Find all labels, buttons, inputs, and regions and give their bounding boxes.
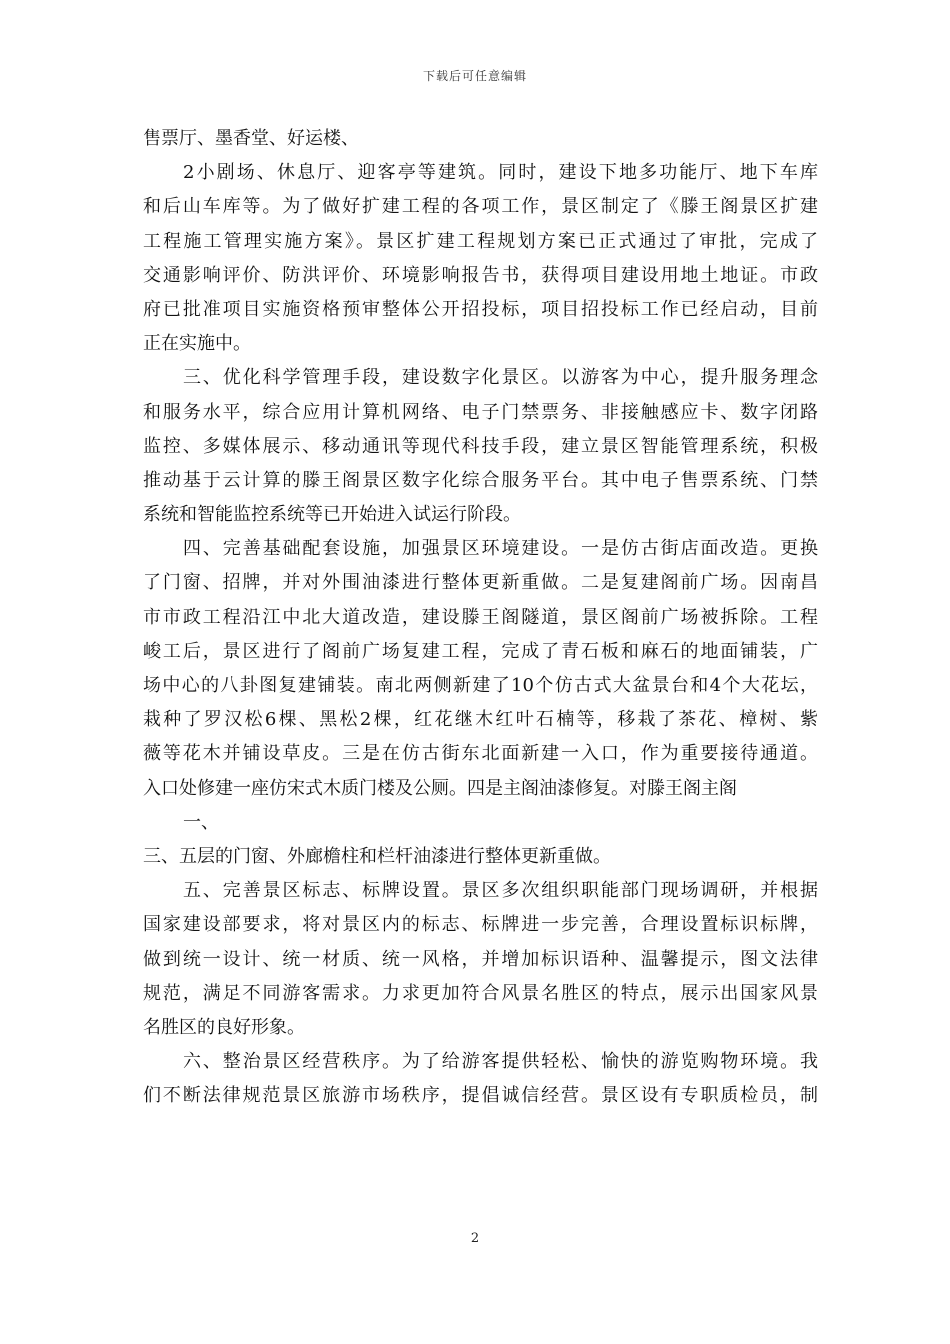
text-line: 们不断法律规范景区旅游市场秩序，提倡诚信经营。景区设有专职质检员，制	[143, 1085, 818, 1107]
text-line: 五、完善景区标志、标牌设置。景区多次组织职能部门现场调研，并根据	[183, 880, 818, 902]
text-line: 名胜区的良好形象。	[143, 1016, 305, 1038]
text-line: 规范，满足不同游客需求。力求更加符合风景名胜区的特点，展示出国家风景	[143, 982, 818, 1004]
page-header: 下载后可任意编辑	[422, 69, 527, 83]
text-line: 四、完善基础配套设施，加强景区环境建设。一是仿古街店面改造。更换	[183, 538, 818, 560]
text-line: 监控、多媒体展示、移动通讯等现代科技手段，建立景区智能管理系统，积极	[143, 435, 818, 457]
text-line: 栽种了罗汉松6棵、黑松2棵，红花继木红叶石楠等，移栽了茶花、樟树、紫	[143, 709, 818, 731]
text-line: 售票厅、墨香堂、好运楼、	[143, 128, 359, 149]
text-line: 一、	[183, 811, 219, 833]
text-line: 了门窗、招牌，并对外围油漆进行整体更新重做。二是复建阁前广场。因南昌	[143, 572, 818, 594]
document-body	[143, 122, 818, 1113]
text-line: 薇等花木并铺设草皮。三是在仿古街东北面新建一入口，作为重要接待通道。	[143, 743, 818, 765]
text-line: 做到统一设计、统一材质、统一风格，并增加标识语种、温馨提示，图文法律	[143, 948, 818, 970]
text-line: 正在实施中。	[143, 333, 251, 355]
page-number: 2	[470, 1231, 480, 1246]
text-line: 和后山车库等。为了做好扩建工程的各项工作，景区制定了《滕王阁景区扩建	[143, 196, 818, 218]
text-line: 系统和智能监控系统等已开始进入试运行阶段。	[143, 504, 521, 526]
text-line: 工程施工管理实施方案》。景区扩建工程规划方案已正式通过了审批，完成了	[143, 230, 818, 252]
text-line: 场中心的八卦图复建铺装。南北两侧新建了10个仿古式大盆景台和4个大花坛，	[143, 675, 818, 696]
text-line: 和服务水平，综合应用计算机网络、电子门禁票务、非接触感应卡、数字闭路	[143, 401, 818, 423]
text-line: 三、优化科学管理手段，建设数字化景区。以游客为中心，提升服务理念	[183, 367, 818, 389]
text-line: 2小剧场、休息厅、迎客亭等建筑。同时，建设下地多功能厅、地下车库	[183, 162, 818, 184]
text-line: 国家建设部要求，将对景区内的标志、标牌进一步完善，合理设置标识标牌，	[143, 914, 818, 936]
text-line: 峻工后，景区进行了阁前广场复建工程，完成了青石板和麻石的地面铺装，广	[143, 640, 818, 662]
text-line: 府已批准项目实施资格预审整体公开招投标，项目招投标工作已经启动，目前	[143, 298, 818, 320]
text-line: 三、五层的门窗、外廊檐柱和栏杆油漆进行整体更新重做。	[143, 845, 611, 867]
text-line: 交通影响评价、防洪评价、环境影响报告书，获得项目建设用地土地证。市政	[143, 264, 818, 286]
text-line: 入口处修建一座仿宋式木质门楼及公厕。四是主阁油漆修复。对滕王阁主阁	[143, 777, 737, 799]
text-line: 六、整治景区经营秩序。为了给游客提供轻松、愉快的游览购物环境。我	[183, 1051, 818, 1073]
text-line: 市市政工程沿江中北大道改造，建设滕王阁隧道，景区阁前广场被拆除。工程	[143, 606, 818, 628]
text-line: 推动基于云计算的滕王阁景区数字化综合服务平台。其中电子售票系统、门禁	[143, 469, 818, 491]
